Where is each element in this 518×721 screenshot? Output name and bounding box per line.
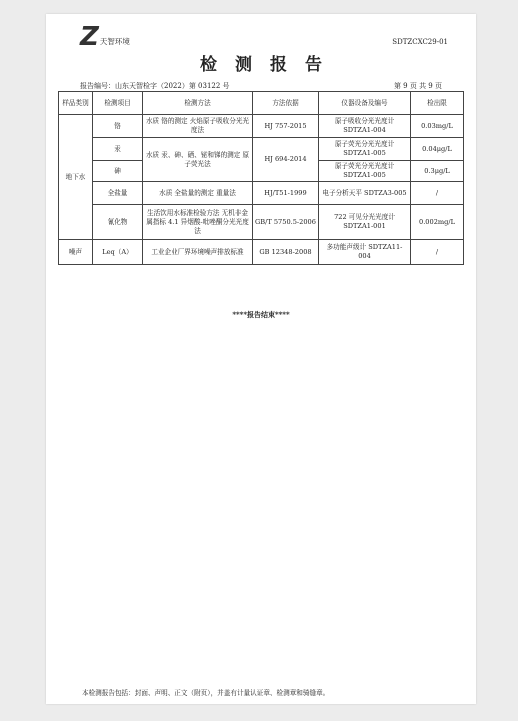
footer-note: 本检测报告包括：封面、声明、正文（附页），并盖有计量认证章、检测章和骑缝章。 [82,689,330,697]
method-basis: GB/T 5750.5-2006 [253,205,319,240]
test-item: 汞 [93,138,143,161]
table-header-row [59,92,464,115]
page-title: 检测报告 [200,55,340,75]
instrument: 原子荧光分光光度计 SDTZA1-005 [319,161,411,182]
method-basis: HJ 757-2015 [253,115,319,138]
method-basis: HJ 694-2014 [253,138,319,182]
test-item: 氰化物 [93,205,143,240]
instrument: 电子分析天平 SDTZA3-005 [319,182,411,205]
report-page [46,14,476,704]
header-method-basis: 方法依据 [253,92,319,115]
test-item: Leq（A） [93,240,143,265]
test-item: 砷 [93,161,143,182]
test-method: 水质 全盐量的测定 重量法 [143,182,253,205]
table-row [59,240,464,265]
detection-limit: / [411,182,464,205]
instrument: 原子荧光分光光度计 SDTZA1-005 [319,138,411,161]
test-item: 铬 [93,115,143,138]
header-test-item: 检测项目 [93,92,143,115]
report-end-mark: ****报告结束**** [232,310,290,319]
test-item: 全盐量 [93,182,143,205]
company-logo [80,22,130,52]
report-number: 报告编号：山东天智检字（2022）第 03122 号 [80,82,230,90]
table-row [59,182,464,205]
detection-limit: 0.03mg/L [411,115,464,138]
document-code: SDTZCXC29-01 [392,38,448,46]
header-instrument: 仪器设备及编号 [319,92,411,115]
table-row [59,205,464,240]
instrument: 原子吸收分光光度计 SDTZA1-004 [319,115,411,138]
detection-limit: 0.3μg/L [411,161,464,182]
logo-mark: Z [80,22,97,52]
instrument: 多功能声级计 SDTZA11-004 [319,240,411,265]
table-row [59,115,464,138]
test-methods-table [58,91,464,265]
table-row [59,138,464,161]
test-method: 水质 铬的测定 火焰原子吸收分光光度法 [143,115,253,138]
report-meta [80,81,442,91]
header-detection-limit: 检出限 [411,92,464,115]
method-basis: GB 12348-2008 [253,240,319,265]
header-sample-category: 样品类别 [59,92,93,115]
test-method: 生活饮用水标准检验方法 无机非金属指标 4.1 异烟酸-吡唑酮分光光度法 [143,205,253,240]
test-method: 水质 汞、砷、硒、铋和锑的测定 原子荧光法 [143,138,253,182]
method-basis: HJ/T51-1999 [253,182,319,205]
detection-limit: 0.04μg/L [411,138,464,161]
instrument: 722 可见分光光度计 SDTZA1-001 [319,205,411,240]
header-test-method: 检测方法 [143,92,253,115]
sample-category-groundwater: 地下水 [59,115,93,240]
detection-limit: / [411,240,464,265]
detection-limit: 0.002mg/L [411,205,464,240]
logo-text: 天智环境 [99,36,130,46]
test-method: 工业企业厂界环境噪声排放标准 [143,240,253,265]
page-info: 第 9 页 共 9 页 [393,82,442,90]
sample-category-noise: 噪声 [59,240,93,265]
